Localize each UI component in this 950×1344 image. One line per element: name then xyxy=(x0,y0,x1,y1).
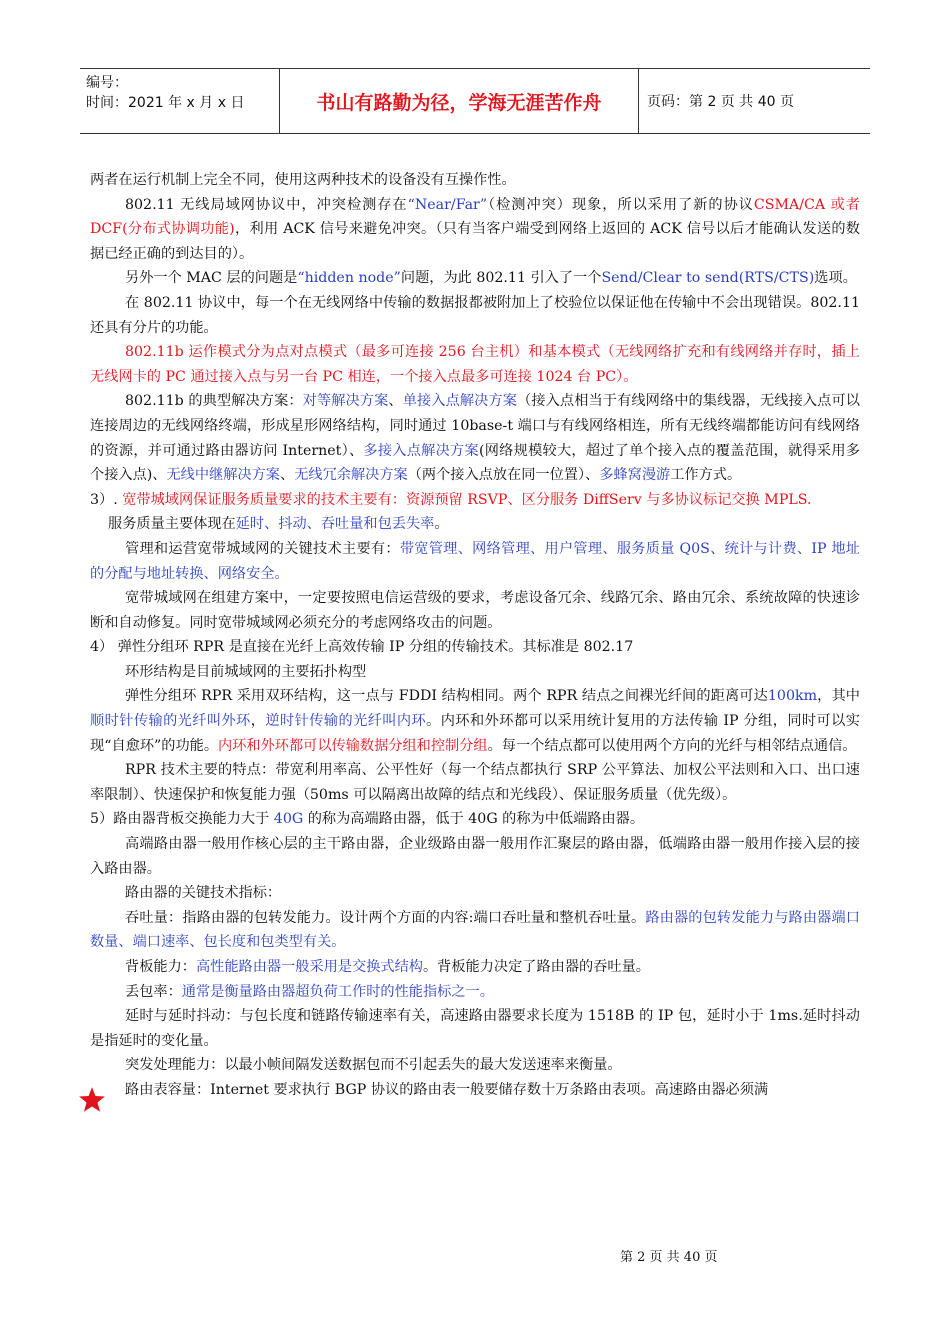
highlight-blue: 带宽管理、网络管理、用户管理、服务质量 Q0S、统计与计费、IP 地址的分配与地址转换、网络安全。 xyxy=(90,540,860,582)
star-icon xyxy=(78,1086,106,1114)
paragraph: 延时与延时抖动：与包长度和链路传输速率有关，高速路由器要求长度为 1518B 的 IP 包，延时小于 1ms.延时抖动是指延时的变化量。 xyxy=(90,1008,860,1049)
document-body xyxy=(90,168,860,1103)
document-date: 时间：2021 年 x 月 x 日 xyxy=(86,95,245,111)
highlight-red: 内环和外环都可以传输数据分组和控制分组 xyxy=(218,737,488,754)
text: 管理和运营宽带城域网的关键技术主要有： xyxy=(125,540,400,557)
header-page-number: 页码：第 2 页 共 40 页 xyxy=(647,94,794,110)
paragraph: 路由表容量：Internet 要求执行 BGP 协议的路由表一般要储存数十万条路由表项。高速路由器必须满 xyxy=(125,1081,769,1098)
page-header xyxy=(80,68,870,134)
page-footer: 第 2 页 共 40 页 xyxy=(620,1250,718,1265)
text: 、 xyxy=(280,467,295,484)
highlight-red: 宽带城域网保证服务质量要求的技术主要有：资源预留 RSVP、区分服务 DiffServ 与多协议标记交换 MPLS. xyxy=(122,491,812,508)
text: 服务质量主要体现在 xyxy=(108,516,236,533)
text: ，利用 ACK 信号来避免冲突。（只有当客户端受到网络上返回的 ACK 信号以后才能确认发送的数据已经正确的到达目的）。 xyxy=(90,221,860,262)
paragraph: 802.11b 运作模式分为点对点模式（最多可连接 256 台主机）和基本模式（无线网络扩充和有线网络并存时，插上无线网卡的 PC 通过接入点与另一台 PC 相连，一个接入点最多可连接 1024 台 PC）。 xyxy=(90,344,860,385)
text: 弹性分组环 RPR 采用双环结构，这一点与 FDDI 结构相同。两个 RPR 结点之间裸光纤间的距离可达 xyxy=(125,688,768,705)
paragraph xyxy=(90,512,860,537)
text: 背板能力： xyxy=(125,959,196,975)
header-meta xyxy=(80,69,280,133)
text: 另外一个 MAC 层的问题是 xyxy=(125,270,298,287)
text: 5）路由器背板交换能力大于 xyxy=(90,811,274,828)
paragraph: 高端路由器一般用作核心层的主干路由器，企业级路由器一般用作汇聚层的路由器，低端路由器一般用作接入层的接入路由器。 xyxy=(90,836,860,877)
text: 吞吐量：指路由器的包转发能力。设计两个方面的内容:端口吞吐量和整机吞吐量。 xyxy=(125,909,646,926)
highlight-blue: 高性能路由器一般采用是交换式结构 xyxy=(195,959,423,975)
paragraph: 两者在运行机制上完全不同，使用这两种技术的设备没有互操作性。 xyxy=(90,172,516,188)
highlight-blue: “hidden node” xyxy=(297,270,401,287)
highlight-blue: 无线冗余解决方案 xyxy=(294,467,408,484)
paragraph: 突发处理能力：以最小帧间隔发送数据包而不引起丢失的最大发送速率来衡量。 xyxy=(125,1057,622,1074)
document-number: 编号： xyxy=(86,75,128,91)
section-heading: 4） 弹性分组环 RPR 是直接在光纤上高效传输 IP 分组的传输技术。其标准是 802.17 xyxy=(90,639,634,656)
highlight-blue: 逆时针传输的光纤叫内环 xyxy=(265,713,427,730)
highlight-red: CSMA/CA 或者 DCF(分布式协调功能) xyxy=(90,196,860,238)
highlight-blue: 无线中继解决方案 xyxy=(166,467,280,484)
header-motto: 书山有路勤为径，学海无涯苦作舟 xyxy=(280,69,639,133)
section-number: 3）. xyxy=(90,491,123,508)
paragraph xyxy=(90,684,860,758)
highlight-blue: 40G xyxy=(273,811,304,828)
paragraph: 路由器的关键技术指标： xyxy=(125,885,282,902)
text: 的称为高端路由器，低于 40G 的称为中低端路由器。 xyxy=(303,811,645,828)
section-heading xyxy=(90,488,860,513)
paragraph xyxy=(90,537,860,586)
paragraph: 宽带城域网在组建方案中，一定要按照电信运营级的要求，考虑设备冗余、线路冗余、路由冗余、系统故障的快速诊断和自动修复。同时宽带城域网必须充分的考虑网络攻击的问题。 xyxy=(90,590,860,631)
section-heading xyxy=(90,807,860,832)
text: 802.11b 的典型解决方案： xyxy=(125,393,303,410)
text: 。 xyxy=(434,516,449,533)
highlight-blue: 通常是衡量路由器超负荷工作时的性能指标之一。 xyxy=(181,983,494,1000)
text: 。背板能力决定了路由器的吞吐量。 xyxy=(422,959,650,975)
paragraph xyxy=(90,906,860,955)
highlight-blue: 多接入点解决方案 xyxy=(363,442,479,459)
text: 802.11 无线局域网协议中，冲突检测存在 xyxy=(125,196,408,213)
text: (网络规模较大，超过了单个接入点的覆盖范围，就得采用多个接入点)、 xyxy=(90,442,860,484)
text: 。每一个结点都可以使用两个方向的光纤与相邻结点通信。 xyxy=(487,737,857,754)
text: 、 xyxy=(388,393,403,410)
highlight-blue: 顺时针传输的光纤叫外环 xyxy=(90,713,251,730)
text: ， xyxy=(250,713,266,730)
paragraph xyxy=(90,980,860,1005)
highlight-blue: Send/Clear to send(RTS/CTS) xyxy=(601,270,815,287)
text: 。内环和外环都可以采用统计复用的方法传输 IP 分组，同时可以实现“自愈环”的功能。 xyxy=(90,713,860,754)
highlight-blue: 单接入点解决方案 xyxy=(402,393,518,410)
text: 选项。 xyxy=(814,270,857,287)
highlight-blue: 多蜂窝漫游 xyxy=(599,467,671,484)
text: （接入点相当于有线网络中的集线器，无线接入点可以连接周边的无线网络终端，形成星形网络结构，同时通过 10base-t 端口与有线网络相连，所有无线终端都能访问有线网络的资源，并可通过路由器访问 Internet）、 xyxy=(90,393,860,459)
highlight-blue: 对等解决方案 xyxy=(302,393,389,410)
paragraph xyxy=(90,955,860,980)
text: （检测冲突）现象，所以采用了新的协议 xyxy=(487,196,754,213)
paragraph: 环形结构是目前城域网的主要拓扑构型 xyxy=(125,663,367,680)
text: （两个接入点放在同一位置）、 xyxy=(407,467,600,484)
paragraph: 在 802.11 协议中，每一个在无线网络中传输的数据报都被附加上了校验位以保证他在传输中不会出现错误。802.11 还具有分片的功能。 xyxy=(90,294,860,336)
paragraph xyxy=(90,266,860,291)
text: 问题，为此 802.11 引入了一个 xyxy=(400,270,602,287)
highlight-blue: “Near/Far” xyxy=(407,196,488,213)
text: 丢包率： xyxy=(125,983,182,1000)
paragraph xyxy=(90,389,860,487)
highlight-blue: 路由器的包转发能力与路由器端口数量、端口速率、包长度和包类型有关。 xyxy=(90,909,860,951)
highlight-blue: 延时、抖动、吞吐量和包丢失率 xyxy=(235,516,435,533)
text: ，其中 xyxy=(817,688,860,705)
paragraph: RPR 技术主要的特点：带宽利用率高、公平性好（每一个结点都执行 SRP 公平算法、加权公平法则和入口、出口速率限制）、快速保护和恢复能力强（50ms 可以隔离出故障的结点和光线段）、保证服务质量（优先级）。 xyxy=(90,762,860,803)
text: 工作方式。 xyxy=(670,467,742,484)
highlight-blue: 100km xyxy=(767,688,818,705)
paragraph xyxy=(90,193,860,267)
